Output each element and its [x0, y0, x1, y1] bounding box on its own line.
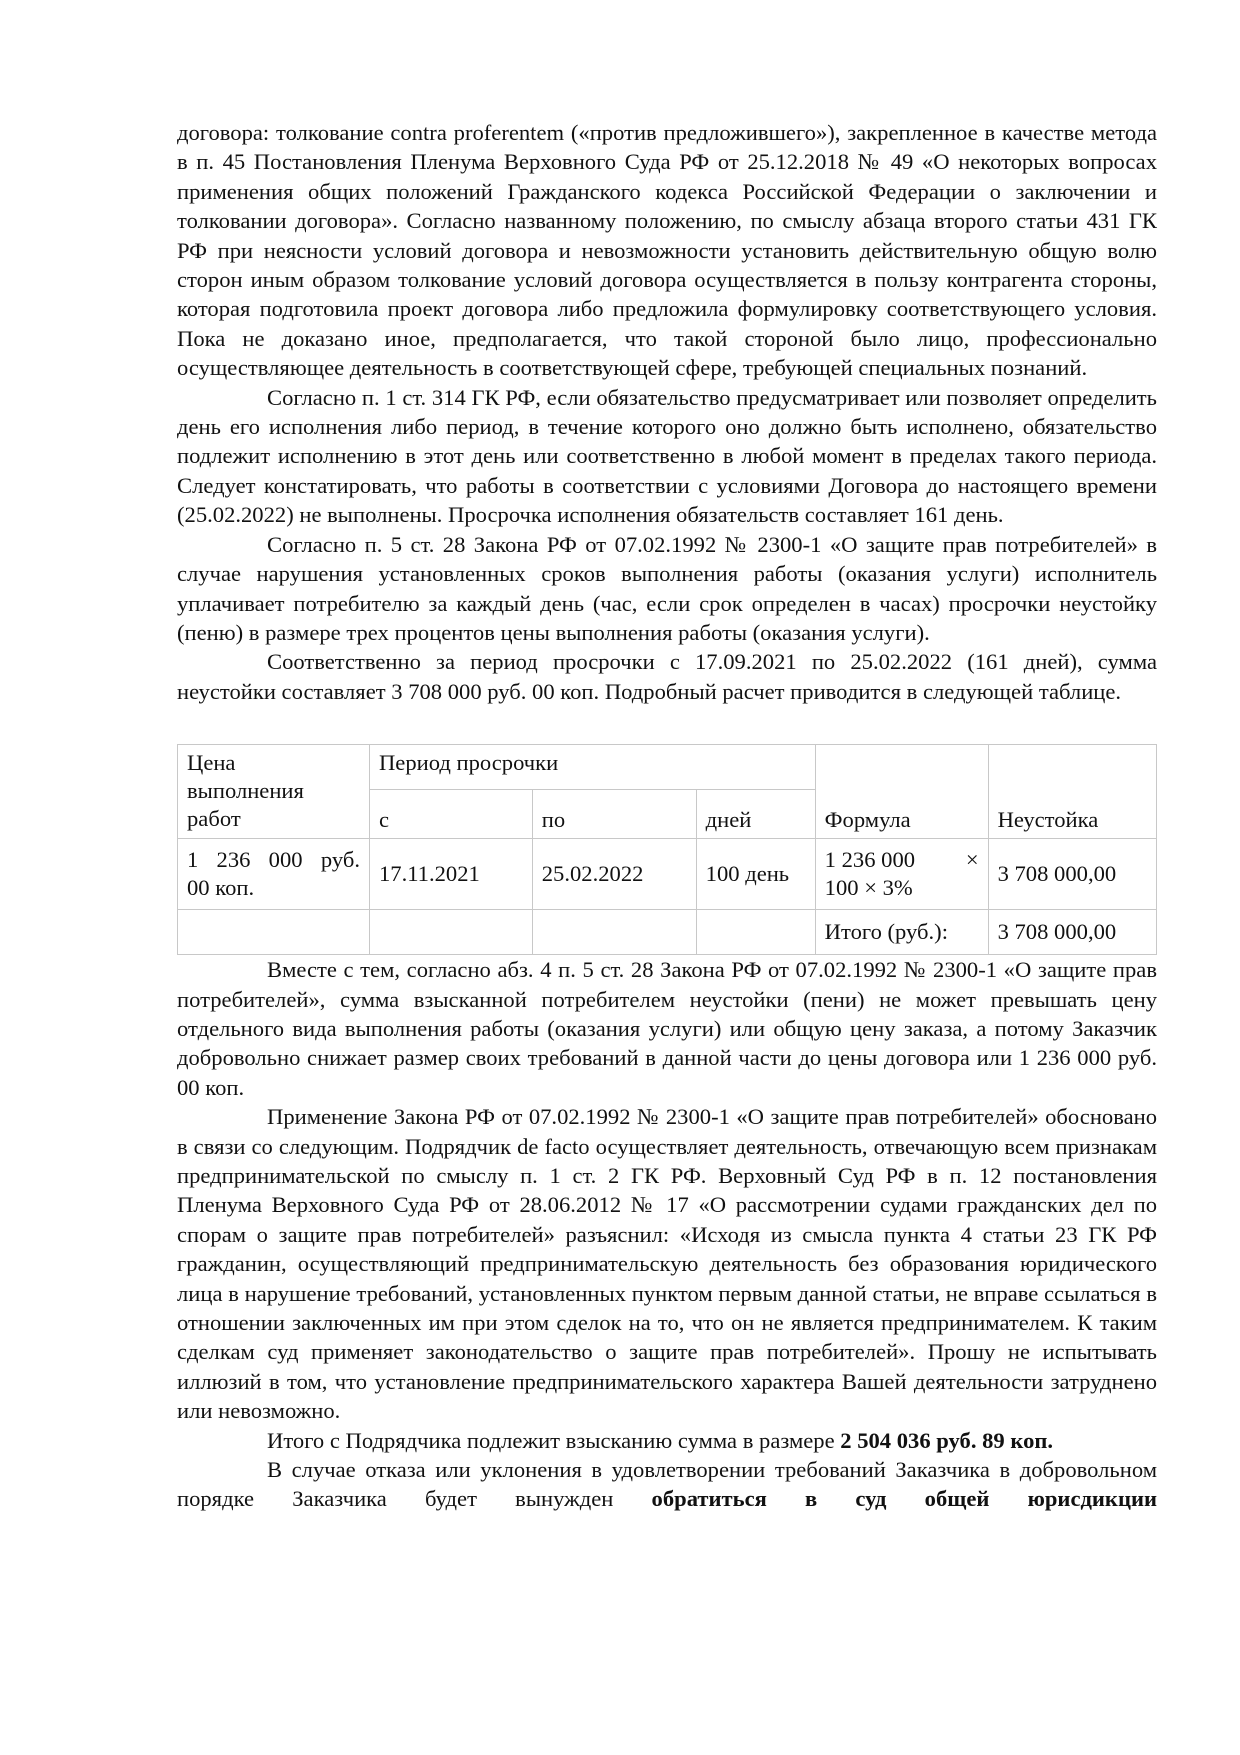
- cell-price: 1 236 000 руб. 00 коп.: [178, 839, 370, 910]
- cell-empty: [696, 910, 815, 955]
- paragraph-penalty-period: Соответственно за период просрочки с 17.09.2021 по 25.02.2022 (161 дней), сумма неустойки составляет 3 708 000 руб. 00 коп. Подробный расчет приводится в следующей таблице.: [177, 649, 1157, 704]
- header-penalty: Неустойка: [988, 745, 1156, 839]
- paragraph-total-amount: Итого с Подрядчика подлежит взысканию сумма в размере 2 504 036 руб. 89 коп.: [267, 1427, 1054, 1453]
- penalty-table: [177, 744, 1157, 955]
- header-period: Период просрочки: [369, 745, 815, 790]
- table-row: [178, 839, 1157, 910]
- cell-empty: [369, 910, 532, 955]
- header-days: дней: [696, 790, 815, 839]
- cell-total-value: 3 708 000,00: [988, 910, 1156, 955]
- cell-formula: 1 236 000 × 100 × 3%: [815, 839, 988, 910]
- header-from: с: [369, 790, 532, 839]
- table-total-row: [178, 910, 1157, 955]
- cell-from: 17.11.2021: [369, 839, 532, 910]
- spacer: [177, 706, 1157, 744]
- cell-days: 100 день: [696, 839, 815, 910]
- paragraph-contra-proferentem: договора: толкование contra proferentem («против предложившего»), закрепленное в качестве метода в п. 45 Постановления Пленума Верховного Суда РФ от 25.12.2018 № 49 «О некоторых вопросах применения общих положений Гражданского кодекса Российской Федерации о заключении и толковании договора». Согласно названному положению, по смыслу абзаца второго статьи 431 ГК РФ при неясности условий договора и невозможности установить действительную общую волю сторон иным образом толкование условий договора осуществляется в пользу контрагента стороны, которая подготовила проект договора либо предложила формулировку соответствующего условия. Пока не доказано иное, предполагается, что такой стороной было лицо, профессионально осуществляющее деятельность в соответствующей сфере, требующей специальных познаний.: [177, 120, 1157, 381]
- table-header-row: [178, 745, 1157, 790]
- cell-penalty: 3 708 000,00: [988, 839, 1156, 910]
- cell-to: 25.02.2022: [532, 839, 696, 910]
- cell-empty: [532, 910, 696, 955]
- cell-total-label: Итого (руб.):: [815, 910, 988, 955]
- paragraph-consumer-law: Согласно п. 5 ст. 28 Закона РФ от 07.02.1992 № 2300-1 «О защите прав потребителей» в случае нарушения установленных сроков выполнения работы (оказания услуги) исполнитель уплачивает потребителю за каждый день (час, если срок определен в часах) просрочки неустойку (пеню) в размере трех процентов цены выполнения работы (оказания услуги).: [177, 531, 1157, 645]
- paragraph-penalty-limit: Вместе с тем, согласно абз. 4 п. 5 ст. 28 Закона РФ от 07.02.1992 № 2300-1 «О защите прав потребителей», сумма взысканной потребителем неустойки (пени) не может превышать цену отдельного вида выполнения работы (оказания услуги) или общую цену заказа, а потому Заказчик добровольно снижает размер своих требований в данной части до цены договора или 1 236 000 руб. 00 коп.: [177, 957, 1157, 1100]
- cell-empty: [178, 910, 370, 955]
- paragraph-court-warning: В случае отказа или уклонения в удовлетворении требований Заказчика в добровольном порядке Заказчика будет вынужден обратиться в суд общей юрисдикции: [177, 1457, 1157, 1512]
- header-price: Цена выполнения работ: [178, 745, 370, 839]
- paragraph-article-314: Согласно п. 1 ст. 314 ГК РФ, если обязательство предусматривает или позволяет определить день его исполнения либо период, в течение которого оно должно быть исполнено, обязательство подлежит исполнению в этот день или соответственно в любой момент в пределах такого периода. Следует констатировать, что работы в соответствии с условиями Договора до настоящего времени (25.02.2022) не выполнены. Просрочка исполнения обязательств составляет 161 день.: [177, 384, 1157, 528]
- document-page: [177, 118, 1157, 1514]
- header-formula: Формула: [815, 745, 988, 839]
- paragraph-consumer-law-applicability: Применение Закона РФ от 07.02.1992 № 2300-1 «О защите прав потребителей» обосновано в связи со следующим. Подрядчик de facto осуществляет деятельность, отвечающую всем признакам предпринимательской по смыслу п. 1 ст. 2 ГК РФ. Верховный Суд РФ в п. 12 постановления Пленума Верховного Суда РФ от 28.06.2012 № 17 «О рассмотрении судами гражданских дел по спорам о защите прав потребителей» разъяснил: «Исходя из смысла пункта 4 статьи 23 ГК РФ гражданин, осуществляющий предпринимательскую деятельность без образования юридического лица в нарушение требований, установленных пунктом первым данной статьи, не вправе ссылаться в отношении заключенных им при этом сделок на то, что он не является предпринимателем. К таким сделкам суд применяет законодательство о защите прав потребителей». Прошу не испытывать иллюзий в том, что установление предпринимательского характера Вашей деятельности затруднено или невозможно.: [177, 1104, 1157, 1424]
- header-to: по: [532, 790, 696, 839]
